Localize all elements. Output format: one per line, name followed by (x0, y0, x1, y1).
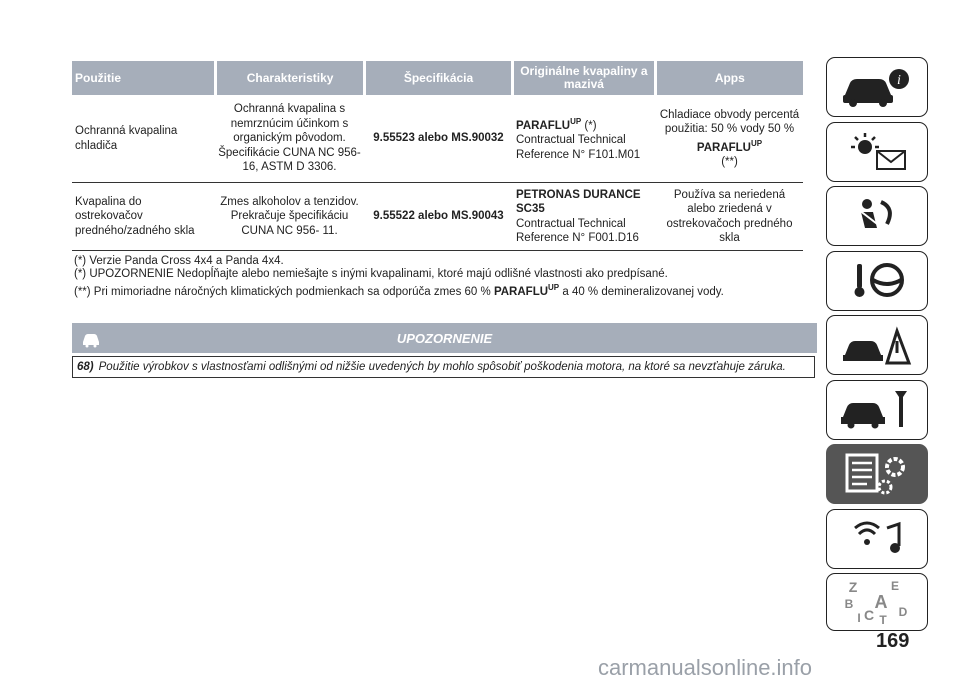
table-row (72, 95, 803, 183)
tab-starting-driving[interactable] (826, 251, 928, 311)
warning-title: UPOZORNENIE (396, 330, 493, 346)
cell-specification: 9.55523 alebo MS.90032 (373, 132, 504, 145)
svg-text:Z: Z (848, 579, 858, 595)
watermark: carmanualsonline.info (598, 655, 813, 680)
tab-technical-data[interactable] (826, 444, 928, 504)
tab-maintenance[interactable] (826, 380, 928, 440)
svg-text:i: i (897, 72, 901, 88)
cell-characteristics: Ochranná kvapalina s nemrznúcim účinkom s organickým pôvodom. Špecifikácie CUNA NC 956-16, ASTM D 3306. (218, 103, 361, 174)
footnote-2: (*) UPOZORNENIE Nedopĺňajte alebo nemiešajte s inými kvapalinami, ktoré majú odlišné vlastnosti ako predpísané. (74, 268, 668, 280)
apps-brand: PARAFLU (696, 141, 751, 154)
tab-safety[interactable] (826, 186, 928, 246)
header-apps: Apps (657, 61, 803, 95)
tab-index[interactable] (826, 573, 928, 631)
dashboard-lights-icon (837, 129, 917, 174)
cell-apps (656, 95, 803, 182)
apps-text: Chladiace obvody percentá použitia: 50 % vody 50 % (659, 108, 800, 136)
cell-usage: Ochranná kvapalina chladiča (75, 125, 178, 152)
footnote-3-sup: UP (548, 283, 560, 292)
fluid-brand-sup: UP (570, 116, 582, 126)
svg-text:B: B (844, 597, 854, 611)
footnotes (74, 255, 814, 299)
fluids-table (72, 61, 803, 251)
tab-dashboard-lights[interactable] (826, 122, 928, 182)
cell-characteristics: Zmes alkoholov a tenzidov. Prekračuje špecifikáciu CUNA NC 956- 11. (220, 195, 359, 237)
cell-original-fluid (513, 95, 656, 182)
warning-header (72, 323, 817, 353)
steering-key-icon (837, 258, 917, 303)
warning-number: 68) (77, 361, 94, 373)
svg-text:I: I (857, 611, 861, 625)
fluid-brand: PARAFLU (516, 119, 571, 132)
tab-car-info[interactable] (826, 57, 928, 117)
car-info-icon (837, 65, 917, 110)
fluid-reference: Contractual Technical Reference N° F101.M01 (516, 134, 641, 161)
apps-brand-sup: UP (750, 138, 763, 148)
index-icon (837, 578, 917, 626)
footnote-3-text: (**) Pri mimoriadne náročných klimatických podmienkach sa odporúča zmes 60 % (74, 285, 491, 298)
header-characteristics: Charakteristiky (217, 61, 362, 95)
tab-multimedia[interactable] (826, 509, 928, 569)
cell-usage: Kvapalina do ostrekovačov predného/zadného skla (75, 195, 195, 237)
footnote-3 (74, 281, 814, 299)
page-number: 169 (876, 630, 910, 652)
warning-box (72, 356, 815, 378)
svg-text:E: E (890, 579, 900, 593)
header-specification: Špecifikácia (366, 61, 511, 95)
footnote-1: (*) Verzie Panda Cross 4x4 a Panda 4x4. (74, 255, 284, 267)
svg-text:C: C (863, 607, 875, 623)
cell-original-fluid (513, 183, 656, 250)
apps-mark: (**) (721, 155, 738, 168)
fluid-brand: PETRONAS DURANCE SC35 (516, 188, 641, 215)
footnote-3-tail: a 40 % demineralizovanej vody. (562, 285, 724, 298)
safety-airbag-icon (837, 194, 917, 239)
cell-apps: Používa sa neriedená alebo zriedená v ostrekovačoch predného skla (666, 188, 793, 244)
table-header (72, 61, 803, 95)
cell-specification: 9.55522 alebo MS.90043 (373, 210, 504, 223)
fluid-mark: (*) (584, 119, 597, 132)
tab-emergency[interactable] (826, 315, 928, 375)
multimedia-icon (837, 516, 917, 561)
footnote-3-brand: PARAFLU (493, 285, 549, 298)
warning-text: Použitie výrobkov s vlastnosťami odlišnými od nižšie uvedených by mohlo spôsobiť poškodenia motora, na ktoré sa nevzťahuje záruka. (98, 361, 786, 373)
svg-text:D: D (898, 605, 908, 619)
svg-text:T: T (879, 613, 887, 626)
technical-data-icon (837, 449, 917, 499)
maintenance-icon (837, 387, 917, 432)
fluid-reference: Contractual Technical Reference N° F001.D16 (516, 217, 639, 244)
emergency-icon (837, 323, 917, 368)
header-usage: Použitie (72, 61, 214, 95)
svg-text:A: A (874, 592, 888, 612)
chapter-tabs (826, 57, 930, 636)
car-warning-icon (80, 327, 102, 349)
table-row (72, 183, 803, 251)
header-original-fluids: Originálne kvapaliny a mazivá (514, 61, 653, 95)
